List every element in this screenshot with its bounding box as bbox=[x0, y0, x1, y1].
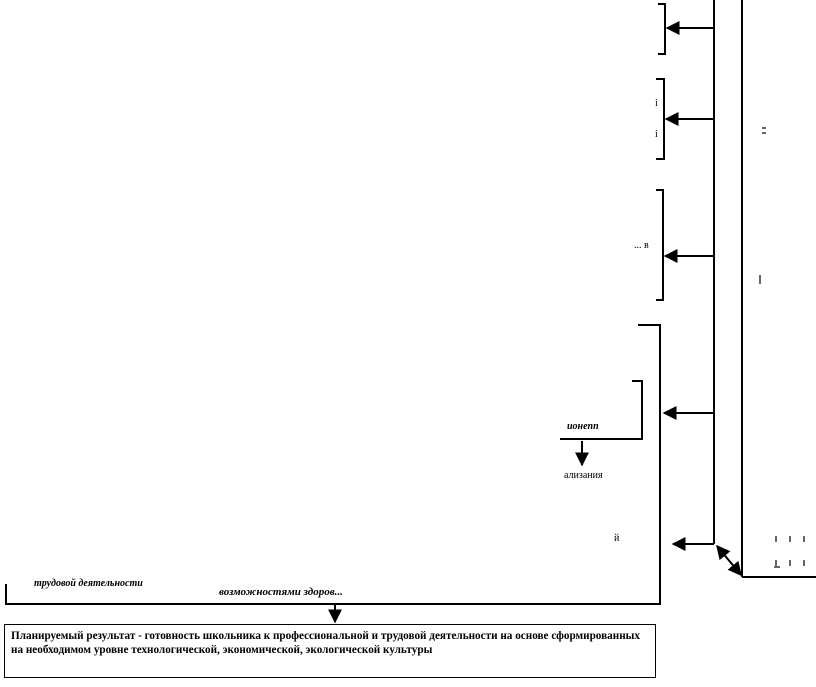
bracket-box-2 bbox=[656, 79, 664, 159]
fragment-realization: ализания bbox=[564, 470, 603, 481]
bracket-box-1 bbox=[658, 4, 665, 54]
fragment-box2-bottom: i bbox=[655, 129, 658, 140]
double-arrow bbox=[717, 546, 741, 575]
planned-result-box bbox=[4, 624, 656, 678]
bracket-box-4 bbox=[6, 325, 660, 604]
fragment-box2-top: i bbox=[655, 98, 658, 109]
right-edge-marks bbox=[760, 128, 804, 567]
fragment-labor: трудовой деятельности bbox=[34, 578, 143, 589]
fragment-health: возможностями здоров... bbox=[219, 586, 343, 598]
fragment-bottom-item: й bbox=[614, 533, 620, 544]
fragment-box3: ... в bbox=[634, 240, 649, 251]
planned-result-text: Планируемый результат - готовность школьника к профессиональной и трудовой деятельности на основе сформированных на необходимом уровне технологической, экономической, экологической культуры bbox=[11, 630, 640, 656]
fragment-box4-inner: ионепп bbox=[567, 421, 599, 432]
bracket-box-3 bbox=[656, 190, 663, 300]
